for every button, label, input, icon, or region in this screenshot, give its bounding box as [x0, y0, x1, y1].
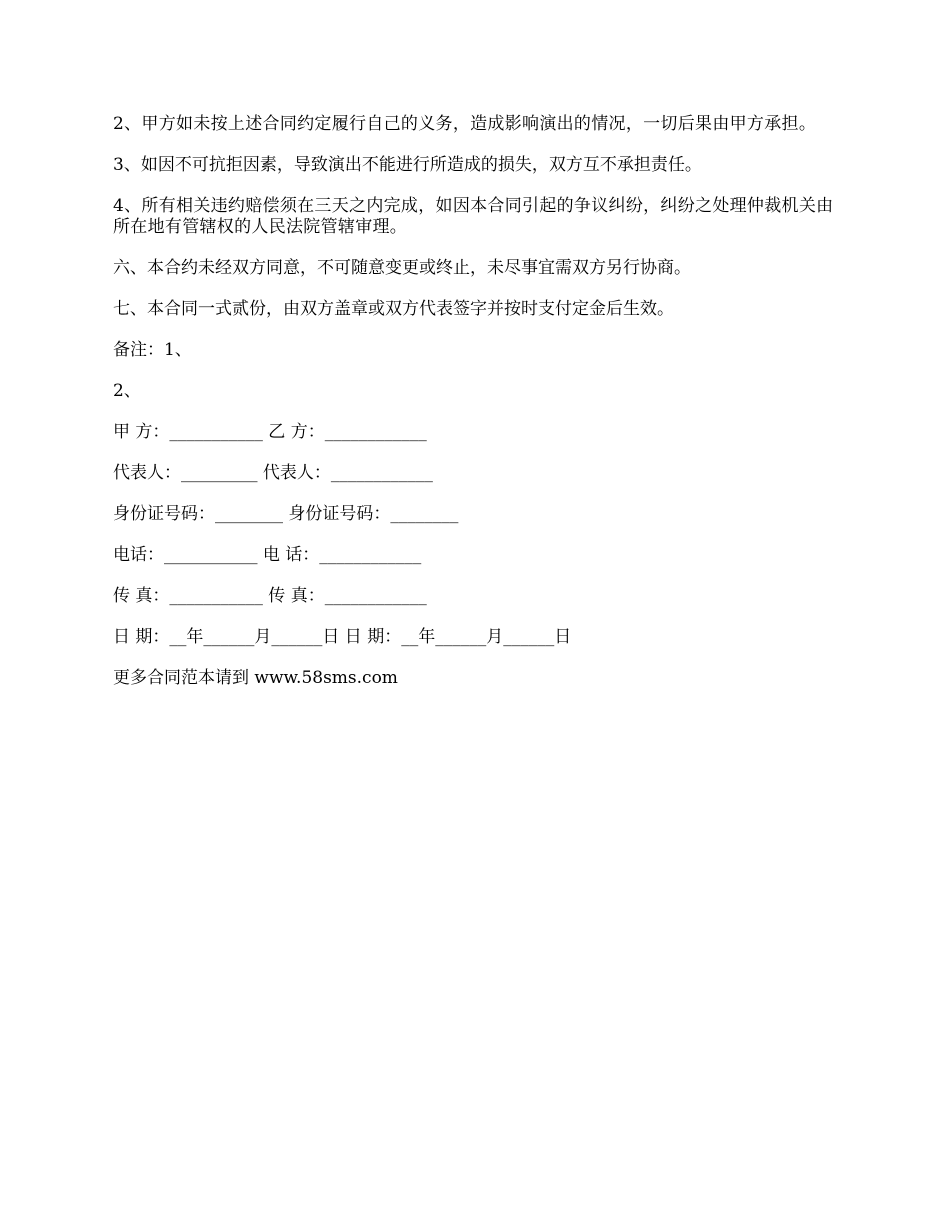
remarks-1: 备注：1、	[113, 340, 192, 360]
clause-3: 3、如因不可抗拒因素，导致演出不能进行所造成的损失，双方互不承担责任。	[113, 155, 702, 175]
clause-2: 2、甲方如未按上述合同约定履行自己的义务，造成影响演出的情况，一切后果由甲方承担。	[113, 114, 817, 134]
clause-six: 六、本合约未经双方同意，不可随意变更或终止，未尽事宜需双方另行协商。	[113, 258, 691, 278]
signature-party-line: 甲 方：___________ 乙 方：____________	[113, 422, 427, 442]
signature-id-number-line: 身份证号码：________ 身份证号码：________	[113, 504, 459, 524]
signature-fax-line: 传 真：___________ 传 真：____________	[113, 586, 427, 606]
clause-4: 4、所有相关违约赔偿须在三天之内完成，如因本合同引起的争议纠纷，纠纷之处理仲裁机关由所在地有管辖权的人民法院管辖审理。	[113, 196, 834, 237]
document-body	[113, 114, 835, 689]
remarks-2: 2、	[113, 381, 141, 401]
clause-seven: 七、本合同一式贰份，由双方盖章或双方代表签字并按时支付定金后生效。	[113, 299, 674, 319]
footer-note: 更多合同范本请到 www.58sms.com	[113, 668, 398, 688]
signature-representative-line: 代表人：_________ 代表人：____________	[113, 463, 433, 483]
signature-phone-line: 电话：___________ 电 话：____________	[113, 545, 422, 565]
signature-date-line: 日 期：__年______月______日 日 期：__年______月______日	[113, 627, 572, 647]
